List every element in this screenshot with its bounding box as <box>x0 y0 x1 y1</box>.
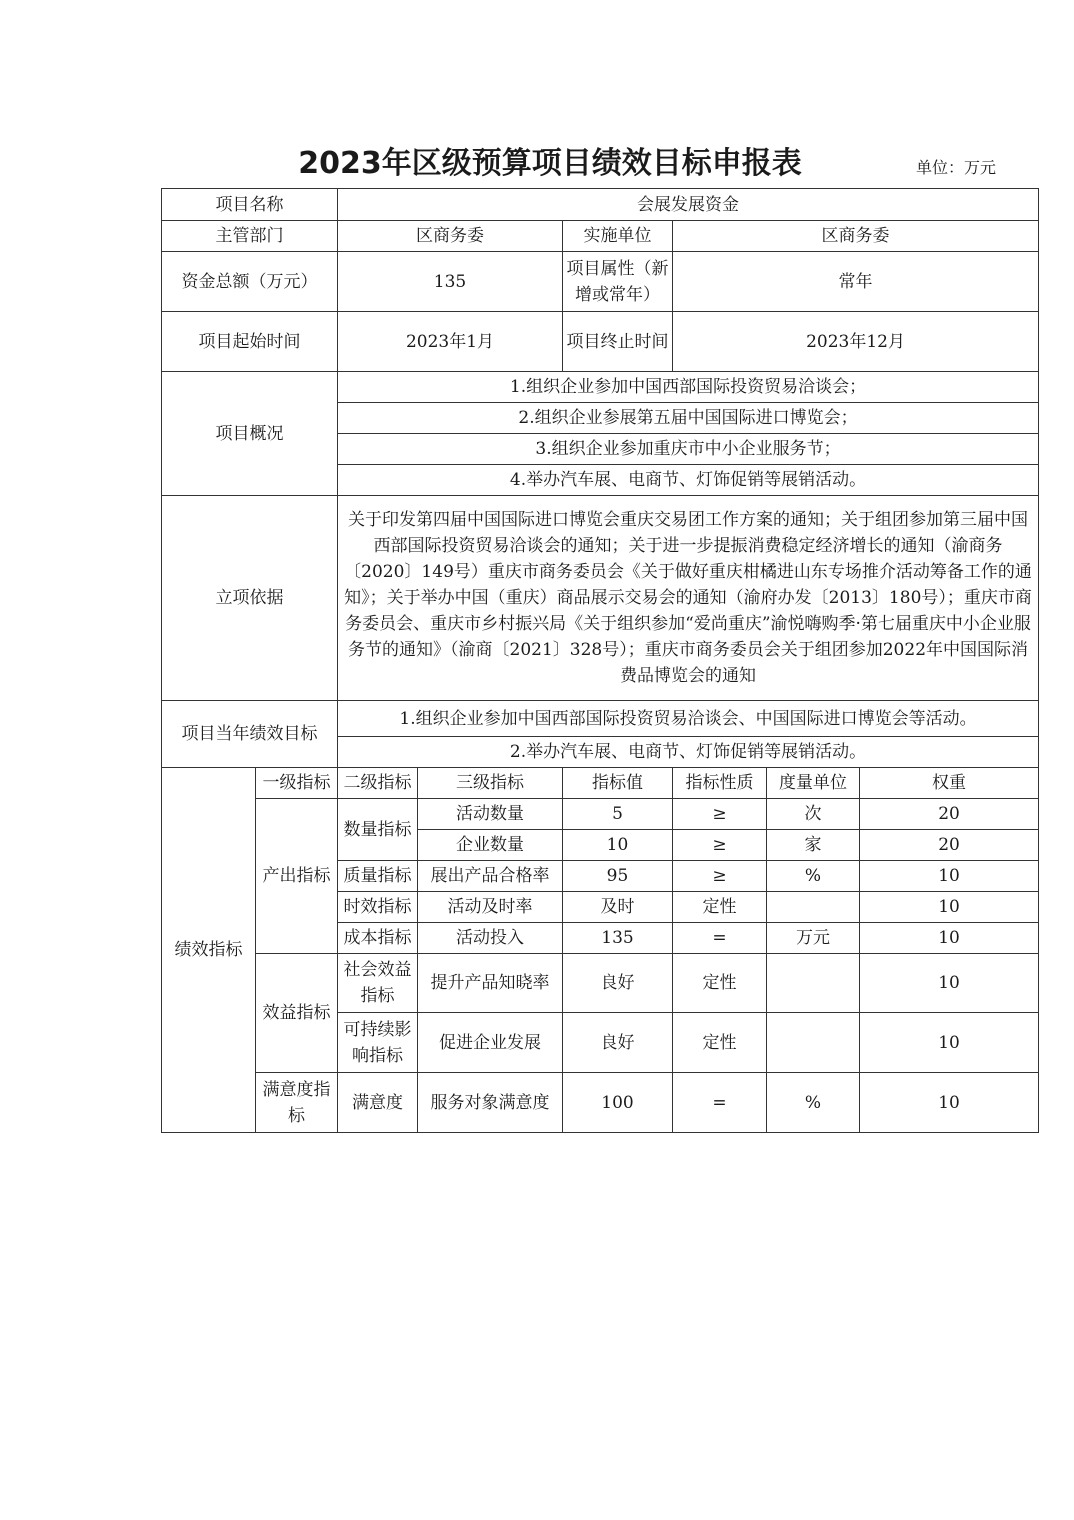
perf-label: 绩效指标 <box>162 768 256 1133</box>
nature-cell: = <box>673 923 767 954</box>
unit-cell <box>767 892 860 923</box>
l2-quality: 质量指标 <box>338 861 418 892</box>
l1-output: 产出指标 <box>256 799 338 954</box>
basis-label: 立项依据 <box>162 496 338 701</box>
overview-item: 1.组织企业参加中国西部国际投资贸易洽谈会； <box>338 372 1039 403</box>
row-goal <box>162 701 1039 737</box>
impl-unit-value: 区商务委 <box>673 221 1039 252</box>
end-time-label: 项目终止时间 <box>563 312 673 372</box>
row-project-name <box>162 189 1039 221</box>
project-name-label: 项目名称 <box>162 189 338 221</box>
nature-cell: 定性 <box>673 954 767 1013</box>
l3-cell: 服务对象满意度 <box>418 1073 563 1133</box>
header-nature: 指标性质 <box>673 768 767 799</box>
end-time-value: 2023年12月 <box>673 312 1039 372</box>
overview-label: 项目概况 <box>162 372 338 496</box>
l3-cell: 企业数量 <box>418 830 563 861</box>
amount-label: 资金总额（万元） <box>162 252 338 312</box>
overview-item: 2.组织企业参展第五届中国国际进口博览会； <box>338 403 1039 434</box>
header-l2: 二级指标 <box>338 768 418 799</box>
header-l1: 一级指标 <box>256 768 338 799</box>
weight-cell: 10 <box>860 892 1039 923</box>
table-row <box>162 799 1039 830</box>
nature-cell: ≥ <box>673 830 767 861</box>
unit-label: 单位：万元 <box>916 158 997 177</box>
header-weight: 权重 <box>860 768 1039 799</box>
start-time-label: 项目起始时间 <box>162 312 338 372</box>
header-l3: 三级指标 <box>418 768 563 799</box>
l2-social: 社会效益指标 <box>338 954 418 1013</box>
basis-text: 关于印发第四届中国国际进口博览会重庆交易团工作方案的通知；关于组团参加第三届中国西部国际投资贸易洽谈会的通知；关于进一步提振消费稳定经济增长的通知（渝商务〔2020〕149号）重庆市商务委员会《关于做好重庆柑橘进山东专场推介活动筹备工作的通知》；关于举办中国（重庆）商品展示交易会的通知（渝府办发〔2013〕180号）；重庆市商务委员会、重庆市乡村振兴局《关于组织参加“爱尚重庆”渝悦嗨购季·第七届重庆中小企业服务节的通知》（渝商〔2021〕328号）；重庆市商务委员会关于组团参加2022年中国国际消费品博览会的通知 <box>338 496 1039 701</box>
l2-satisfaction: 满意度 <box>338 1073 418 1133</box>
l1-benefit: 效益指标 <box>256 954 338 1073</box>
unit-cell: 次 <box>767 799 860 830</box>
weight-cell: 10 <box>860 1013 1039 1073</box>
l1-satisfaction: 满意度指标 <box>256 1073 338 1133</box>
unit-cell <box>767 954 860 1013</box>
unit-cell: % <box>767 861 860 892</box>
attr-value: 常年 <box>673 252 1039 312</box>
weight-cell: 10 <box>860 923 1039 954</box>
unit-cell: 万元 <box>767 923 860 954</box>
perf-header-row <box>162 768 1039 799</box>
nature-cell: ≥ <box>673 799 767 830</box>
l3-cell: 活动投入 <box>418 923 563 954</box>
l2-timeliness: 时效指标 <box>338 892 418 923</box>
attr-label: 项目属性（新增或常年） <box>563 252 673 312</box>
goal-item: 2.举办汽车展、电商节、灯饰促销等展销活动。 <box>338 737 1039 768</box>
nature-cell: 定性 <box>673 1013 767 1073</box>
l3-cell: 活动数量 <box>418 799 563 830</box>
row-time <box>162 312 1039 372</box>
project-name-value: 会展发展资金 <box>338 189 1039 221</box>
overview-item: 3.组织企业参加重庆市中小企业服务节； <box>338 434 1039 465</box>
value-cell: 5 <box>563 799 673 830</box>
l3-cell: 活动及时率 <box>418 892 563 923</box>
weight-cell: 20 <box>860 830 1039 861</box>
value-cell: 135 <box>563 923 673 954</box>
l3-cell: 提升产品知晓率 <box>418 954 563 1013</box>
table-row <box>162 1073 1039 1133</box>
header-unit: 度量单位 <box>767 768 860 799</box>
row-basis <box>162 496 1039 701</box>
weight-cell: 10 <box>860 954 1039 1013</box>
unit-cell: 家 <box>767 830 860 861</box>
value-cell: 良好 <box>563 954 673 1013</box>
nature-cell: = <box>673 1073 767 1133</box>
l2-cost: 成本指标 <box>338 923 418 954</box>
department-value: 区商务委 <box>338 221 563 252</box>
weight-cell: 10 <box>860 861 1039 892</box>
l2-sustainable: 可持续影响指标 <box>338 1013 418 1073</box>
value-cell: 100 <box>563 1073 673 1133</box>
weight-cell: 20 <box>860 799 1039 830</box>
l3-cell: 促进企业发展 <box>418 1013 563 1073</box>
unit-cell: % <box>767 1073 860 1133</box>
value-cell: 95 <box>563 861 673 892</box>
header-value: 指标值 <box>563 768 673 799</box>
unit-cell <box>767 1013 860 1073</box>
row-department <box>162 221 1039 252</box>
page-title: 2023年区级预算项目绩效目标申报表 <box>298 146 802 181</box>
l3-cell: 展出产品合格率 <box>418 861 563 892</box>
goal-label: 项目当年绩效目标 <box>162 701 338 768</box>
overview-item: 4.举办汽车展、电商节、灯饰促销等展销活动。 <box>338 465 1039 496</box>
start-time-value: 2023年1月 <box>338 312 563 372</box>
budget-table <box>161 188 1039 1133</box>
row-overview <box>162 372 1039 403</box>
table-row <box>162 954 1039 1013</box>
amount-value: 135 <box>338 252 563 312</box>
department-label: 主管部门 <box>162 221 338 252</box>
impl-unit-label: 实施单位 <box>563 221 673 252</box>
value-cell: 10 <box>563 830 673 861</box>
value-cell: 良好 <box>563 1013 673 1073</box>
l2-quantity: 数量指标 <box>338 799 418 861</box>
nature-cell: 定性 <box>673 892 767 923</box>
nature-cell: ≥ <box>673 861 767 892</box>
goal-item: 1.组织企业参加中国西部国际投资贸易洽谈会、中国国际进口博览会等活动。 <box>338 701 1039 737</box>
value-cell: 及时 <box>563 892 673 923</box>
row-amount <box>162 252 1039 312</box>
weight-cell: 10 <box>860 1073 1039 1133</box>
